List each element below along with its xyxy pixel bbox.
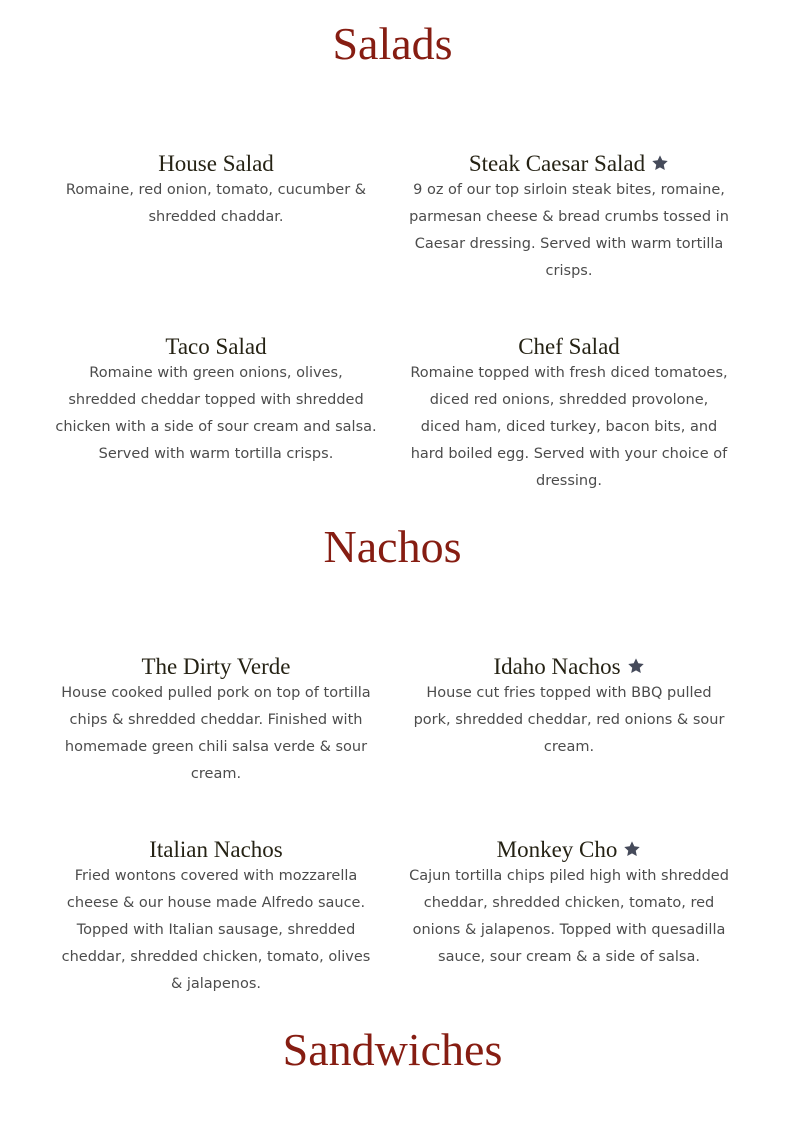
item-name-text: Chef Salad [518, 334, 620, 359]
item-name [55, 151, 377, 177]
item-name [408, 151, 730, 177]
item-description: Fried wontons covered with mozzarella cheese & our house made Alfredo sauce. Topped with Italian sausage, shredded cheddar, shredded chicken, tomato, olives & jalapenos. [61, 868, 371, 992]
item-name [55, 334, 377, 360]
menu-item-italian-nachos [55, 837, 377, 998]
item-description: Romaine topped with fresh diced tomatoes, diced red onions, shredded provolone, diced ham, diced turkey, bacon bits, and hard boiled egg. Served with your choice of dressing. [410, 365, 728, 489]
item-name [55, 654, 377, 680]
section-title-sandwiches: Sandwiches [282, 1024, 503, 1075]
menu-item-steak-caesar-salad [408, 151, 730, 285]
item-name [408, 837, 730, 863]
menu-item-chef-salad [408, 334, 730, 495]
item-name-text: Monkey Cho [496, 837, 618, 862]
menu-item-monkey-cho [408, 837, 730, 971]
item-description: Cajun tortilla chips piled high with shredded cheddar, shredded chicken, tomato, red onions & jalapenos. Topped with quesadilla sauce, sour cream & a side of salsa. [409, 868, 729, 965]
item-name-text: Steak Caesar Salad [468, 151, 646, 176]
section-title-nachos: Nachos [323, 521, 462, 572]
item-description: Romaine with green onions, olives, shredded cheddar topped with shredded chicken with a side of sour cream and salsa. Served with warm tortilla crisps. [55, 365, 377, 462]
item-name [408, 334, 730, 360]
star-icon [651, 154, 669, 172]
item-description: House cut fries topped with BBQ pulled pork, shredded cheddar, red onions & sour cream. [413, 685, 725, 755]
menu-item-the-dirty-verde [55, 654, 377, 788]
item-name-text: House Salad [158, 151, 274, 176]
item-name [408, 654, 730, 680]
item-name-text: Idaho Nachos [493, 654, 621, 679]
item-description: 9 oz of our top sirloin steak bites, romaine, parmesan cheese & bread crumbs tossed in Caesar dressing. Served with warm tortilla crisps. [409, 182, 729, 279]
item-name-text: Italian Nachos [149, 837, 283, 862]
menu-item-idaho-nachos [408, 654, 730, 761]
item-name [55, 837, 377, 863]
star-icon [627, 657, 645, 675]
item-description: House cooked pulled pork on top of tortilla chips & shredded cheddar. Finished with homemade green chili salsa verde & sour cream. [61, 685, 371, 782]
menu-item-house-salad [55, 151, 377, 231]
star-icon [623, 840, 641, 858]
section-title-salads: Salads [332, 18, 453, 69]
menu-item-taco-salad [55, 334, 377, 468]
item-name-text: The Dirty Verde [141, 654, 291, 679]
item-name-text: Taco Salad [165, 334, 267, 359]
item-description: Romaine, red onion, tomato, cucumber & shredded chaddar. [65, 182, 367, 225]
